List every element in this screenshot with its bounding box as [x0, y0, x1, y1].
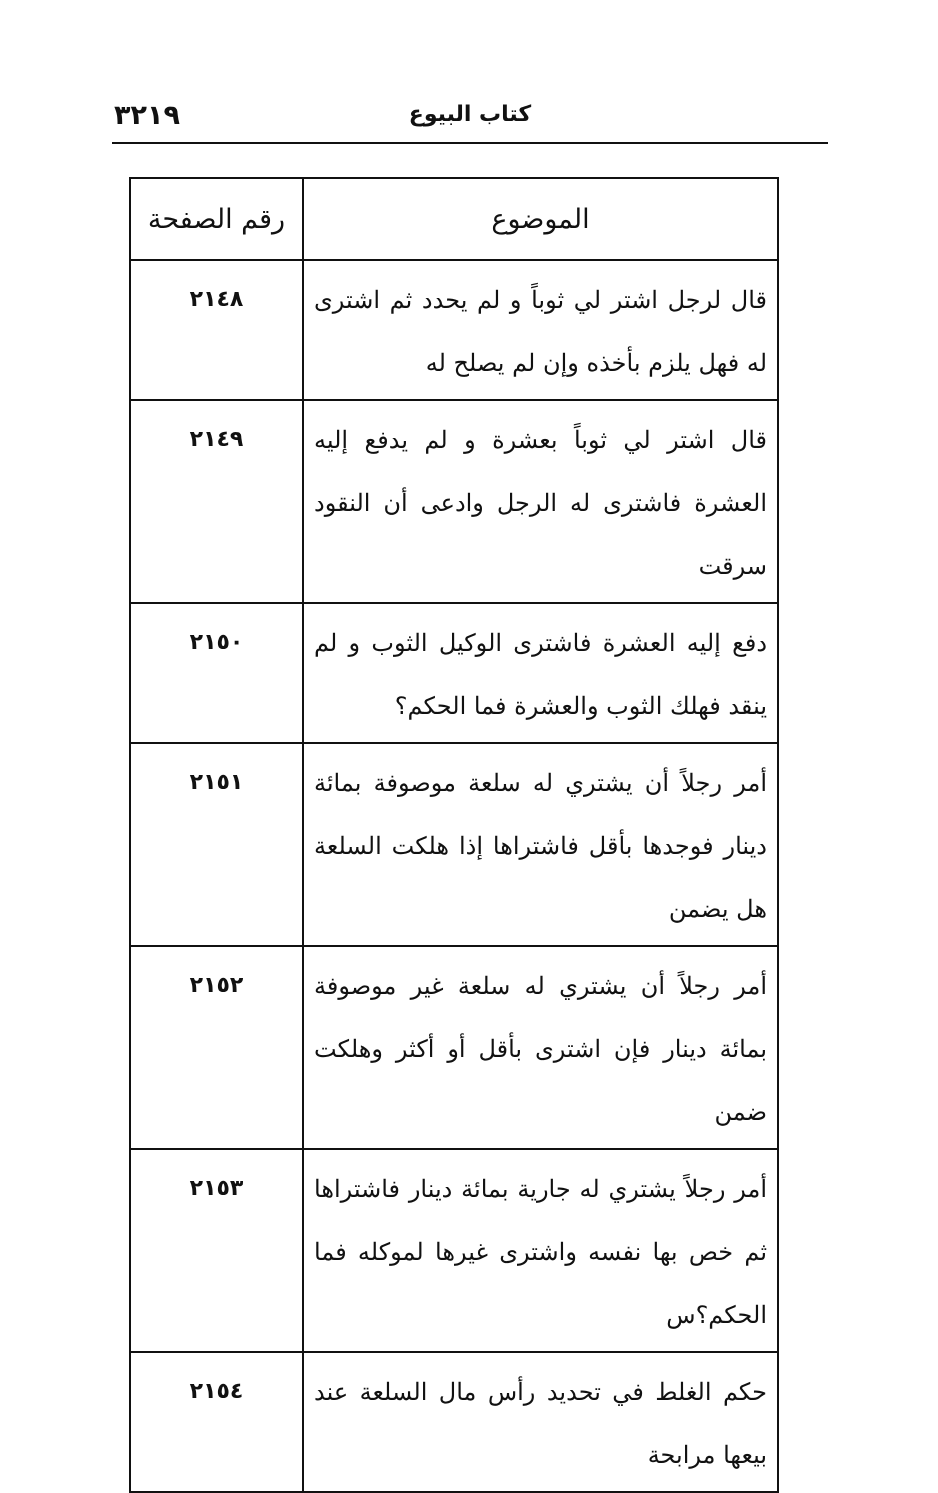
topic-cell: قال لرجل اشتر لي ثوباً و لم يحدد ثم اشترى له فهل يلزم بأخذه وإن لم يصلح له	[303, 260, 778, 400]
table-row	[130, 1149, 778, 1352]
table-row	[130, 400, 778, 603]
page-number-cell: ٢١٤٩	[130, 400, 303, 603]
page-number-cell: ٢١٥٣	[130, 1149, 303, 1352]
page-number: ٣٢١٩	[114, 100, 180, 131]
table-row	[130, 260, 778, 400]
topic-cell: حكم الغلط في تحديد رأس مال السلعة عند بيعها مرابحة	[303, 1352, 778, 1492]
table-row	[130, 946, 778, 1149]
topic-cell: قال اشتر لي ثوباً بعشرة و لم يدفع إليه العشرة فاشترى له الرجل وادعى أن النقود سرقت	[303, 400, 778, 603]
index-table	[129, 177, 779, 1493]
table-row	[130, 603, 778, 743]
topic-cell: أمر رجلاً يشتري له جارية بمائة دينار فاشتراها ثم خص بها نفسه واشترى غيرها لموكله فما الحكم؟س	[303, 1149, 778, 1352]
column-header-page: رقم الصفحة	[130, 178, 303, 260]
table-row	[130, 1352, 778, 1492]
table-header-row	[130, 178, 778, 260]
topic-cell: أمر رجلاً أن يشتري له سلعة غير موصوفة بمائة دينار فإن اشترى بأقل أو أكثر وهلكت ضمن	[303, 946, 778, 1149]
table-row	[130, 743, 778, 946]
topic-cell: أمر رجلاً أن يشتري له سلعة موصوفة بمائة دينار فوجدها بأقل فاشتراها إذا هلكت السلعة هل يضمن	[303, 743, 778, 946]
page-number-cell: ٢١٥١	[130, 743, 303, 946]
page-header	[112, 96, 828, 144]
book-title: كتاب البيوع	[408, 102, 532, 127]
page-number-cell: ٢١٥٢	[130, 946, 303, 1149]
page-number-cell: ٢١٤٨	[130, 260, 303, 400]
page-number-cell: ٢١٥٤	[130, 1352, 303, 1492]
topic-cell: دفع إليه العشرة فاشترى الوكيل الثوب و لم ينقد فهلك الثوب والعشرة فما الحكم؟	[303, 603, 778, 743]
page-number-cell: ٢١٥٠	[130, 603, 303, 743]
column-header-topic: الموضوع	[303, 178, 778, 260]
